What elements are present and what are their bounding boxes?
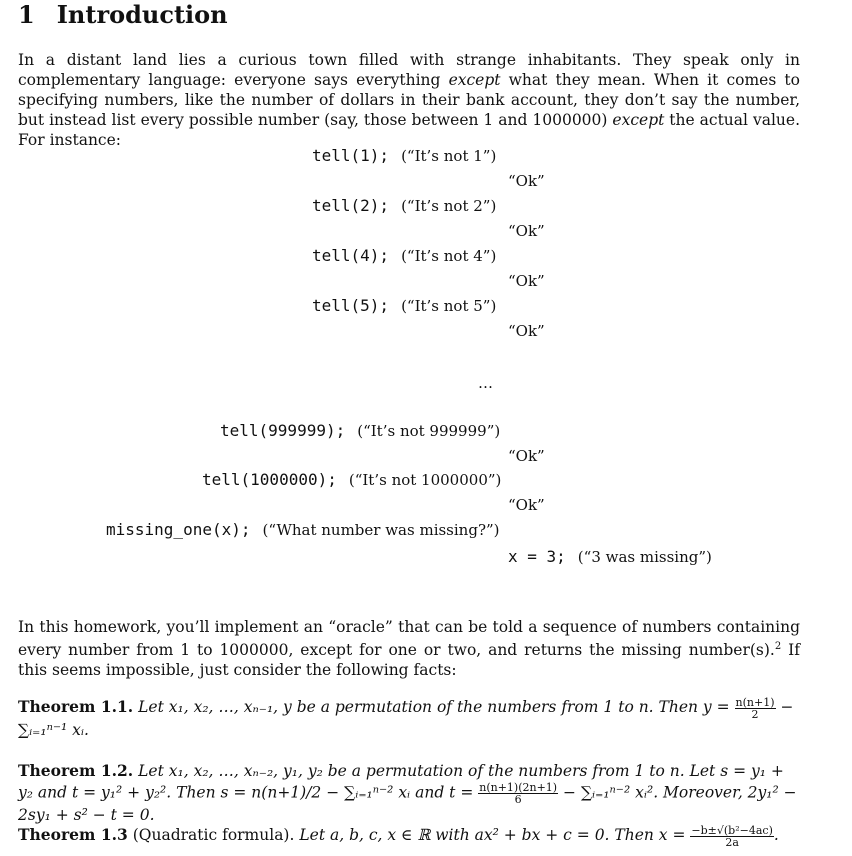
footnote-marker: 2	[774, 641, 782, 652]
ellipsis: …	[478, 374, 494, 392]
tell-call: tell(5); (“It’s not 5”)	[312, 296, 497, 315]
ok-reply: “Ok”	[508, 447, 545, 465]
ok-reply: “Ok”	[508, 172, 545, 190]
ok-reply: “Ok”	[508, 322, 545, 340]
ok-reply: “Ok”	[508, 496, 545, 514]
missing-answer: x = 3; (“3 was missing”)	[508, 547, 712, 566]
intro-paragraph: In a distant land lies a curious town filled with strange inhabitants. They speak only in complementary language: everyone says everything except what they mean. When it comes to specifying numbers, like the number of dollars in their bank account, they don’t say the number, but instead list every possible number (say, those between 1 and 1000000) except the actual value. For instance:	[18, 51, 800, 149]
section-title: Introduction	[56, 0, 228, 29]
ok-reply: “Ok”	[508, 272, 545, 290]
missing-query: missing_one(x); (“What number was missing?”)	[106, 520, 500, 539]
theorem-1-1: Theorem 1.1. Let x₁, x₂, …, xₙ₋₁, y be a permutation of the numbers from 1 to n. Then y = $\frac{n(n+1)}{2}$ − ∑ᵢ₌₁ⁿ⁻¹ xᵢ.	[18, 695, 794, 739]
tell-call: tell(999999); (“It’s not 999999”)	[220, 421, 501, 440]
section-heading	[18, 0, 228, 29]
tell-call: tell(4); (“It’s not 4”)	[312, 246, 497, 265]
theorem-1-3: Theorem 1.3 (Quadratic formula). Let a, b, c, x ∈ ℝ with ax² + bx + c = 0. Then x = $\frac{\text{−b±√(b²−4ac)}}{2a}$ .	[18, 823, 779, 849]
tell-call: tell(1); (“It’s not 1”)	[312, 146, 497, 165]
fraction: $\frac{n(n+1)(2n+1)}{6}$	[479, 781, 558, 806]
tell-call: tell(1000000); (“It’s not 1000000”)	[202, 470, 502, 489]
theorem-1-2: Theorem 1.2. Let x₁, x₂, …, xₙ₋₂, y₁, y₂ be a permutation of the numbers from 1 to n. Let s = y₁ + y₂ and t = y₁² + y₂². Then s = n(n+1)/2 − ∑ᵢ₌₁ⁿ⁻² xᵢ and t = $\frac{n(n+1)(2n+1)}{6}$ − ∑ᵢ₌₁ⁿ⁻² xᵢ². Moreover, 2y₁² − 2sy₁ + s² − t = 0.	[18, 761, 797, 824]
ok-reply: “Ok”	[508, 222, 545, 240]
fraction: $\frac{\text{−b±√(b²−4ac)}}{2a}$	[691, 823, 773, 849]
homework-paragraph: In this homework, you’ll implement an “oracle” that can be told a sequence of numbers containing every number from 1 to 1000000, except for one or two, and returns the missing number(s).$^2$ If this seems impossible, just consider the following facts:	[18, 618, 800, 680]
tell-call: tell(2); (“It’s not 2”)	[312, 196, 497, 215]
section-number: 1	[18, 0, 35, 29]
fraction: $\frac{n(n+1)}{2}$	[735, 695, 775, 721]
